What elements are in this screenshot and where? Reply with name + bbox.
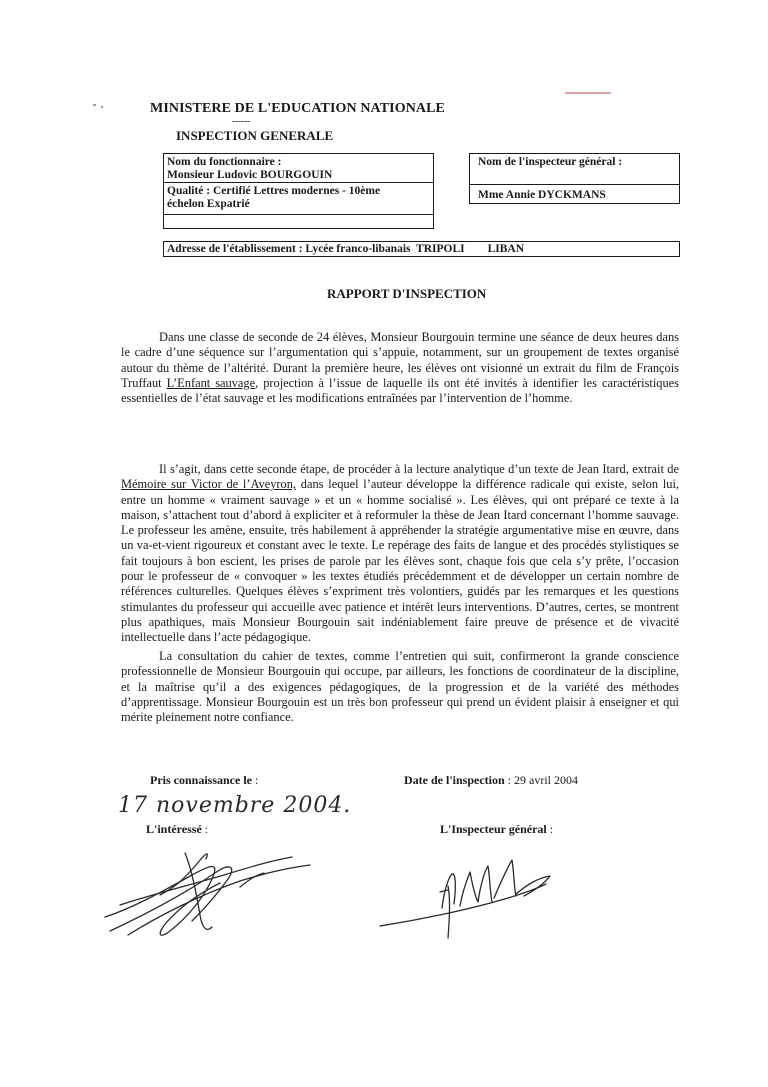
paragraph-3-text: La consultation du cahier de textes, comme l’entretien qui suit, confirmeront la grande conscience professionnelle de Monsieur Bourgouin qui occupe, par ailleurs, les fonctions de coordinateur de la discipline, et la maîtrise qu’il a des exigences pédagogiques, de la progression et de la variété des méthodes d’apprentissage. Monsieur Bourgouin est un très bon professeur qui prend un évident plaisir à enseigner et qui mérite pleinement notre confiance.	[121, 649, 679, 725]
heading-separator: ------	[232, 116, 250, 126]
teacher-signature	[100, 835, 340, 950]
ministry-heading: MINISTERE DE L'EDUCATION NATIONALE	[150, 101, 445, 116]
film-title: L’Enfant sauvage	[166, 375, 256, 390]
paragraph-1-text-a: Dans une classe de seconde de 24 élèves, Monsieur Bourgouin termine une séance de deux heures dans le cadre d’une séquence sur l’argumentation qui s’appuie, notamment, sur un groupement de textes organisé autour du thème de l’altérité. Durant la première heure, les élèves ont visionné un extrait du film de François Truffaut	[121, 330, 679, 390]
official-name: Monsieur Ludovic BOURGOUIN	[167, 169, 333, 181]
inspector-label-row	[470, 154, 679, 185]
signature-stroke	[516, 876, 550, 896]
inspector-label: Nom de l'inspecteur général :	[478, 156, 623, 168]
paragraph-2-text-a: Il s’agit, dans cette seconde étape, de procéder à la lecture analytique d’un texte de Jean Itard, extrait de	[159, 462, 679, 476]
official-label: Nom du fonctionnaire :	[167, 156, 282, 168]
inspector-name: Mme Annie DYCKMANS	[478, 189, 606, 201]
official-info-box	[163, 153, 434, 229]
official-row	[164, 154, 433, 183]
paragraph-2	[121, 462, 679, 646]
paragraph-3	[121, 649, 679, 725]
address-box	[163, 241, 680, 257]
interested-label: L'intéressé :	[146, 822, 209, 836]
quality-row	[164, 183, 433, 215]
signature-stroke	[120, 857, 292, 905]
inspection-date: Date de l'inspection : 29 avril 2004	[404, 773, 578, 787]
inspection-heading: INSPECTION GENERALE	[176, 128, 334, 143]
quality-line-2: échelon Expatrié	[167, 198, 250, 210]
paragraph-2-text-b: dans lequel l’auteur développe la différence radicale qui existe, selon lui, entre un homme « vraiment sauvage » et un « homme socialisé ». Les élèves, qui ont préparé ce texte à la maison, s’attachent tout d’abord à expliciter et à reformuler la thèse de Jean Itard concernant l’homme sauvage. Le professeur les amène, ensuite, très habilement à appréhender la stratégie argumentative mise en œuvre, dans un va-et-vient rigoureux et constant avec le texte. Le repérage des faits de langue et des procédés stylistiques se fait toujours à bon escient, les prises de parole par les élèves sont, chaque fois que cela s’y prête, l’occasion pour le professeur de « convoquer » les textes étudiés précédemment et de développer un certain nombre de références culturelles. Quelques élèves s’expriment très volontiers, guidés par les remarques et les questions stimulantes du professeur qui accueille avec patience et intérêt leurs interventions. D’autres, certes, se montrent plus apathiques, mais Monsieur Bourgouin sait indéniablement faire preuve de présence et de vivacité intellectuelle dans l’acte pédagogique.	[121, 477, 680, 645]
paragraph-1	[121, 330, 679, 406]
acknowledgement-label: Pris connaissance le :	[150, 773, 259, 787]
paragraph-1-text-b: , projection à l’issue de laquelle ils ont été invités à identifier les caractéristiques essentielles de l’état sauvage et les modifications entraînées par l’intervention de l’homme.	[121, 375, 679, 406]
scan-speck	[101, 106, 103, 108]
inspector-info-box	[469, 153, 680, 204]
signature-stroke	[494, 860, 516, 898]
report-title: RAPPORT D'INSPECTION	[327, 286, 487, 301]
scan-speck	[93, 104, 96, 106]
book-title: Mémoire sur Victor de l’Aveyron,	[121, 477, 297, 492]
empty-row	[164, 215, 433, 230]
signature-stroke	[185, 853, 212, 929]
inspector-signature	[378, 848, 578, 943]
red-ink-mark	[565, 92, 611, 94]
signature-stroke	[460, 866, 492, 906]
signature-stroke	[448, 886, 450, 938]
signature-stroke	[128, 865, 310, 935]
inspector-general-label: L'Inspecteur général :	[440, 822, 554, 836]
quality-line-1: Qualité : Certifié Lettres modernes - 10ème	[167, 185, 381, 197]
handwritten-acknowledgement-date: 17 novembre 2004.	[118, 793, 352, 818]
signature-stroke	[440, 890, 448, 892]
establishment-address: Adresse de l'établissement : Lycée franco-libanais TRIPOLI LIBAN	[167, 243, 525, 255]
